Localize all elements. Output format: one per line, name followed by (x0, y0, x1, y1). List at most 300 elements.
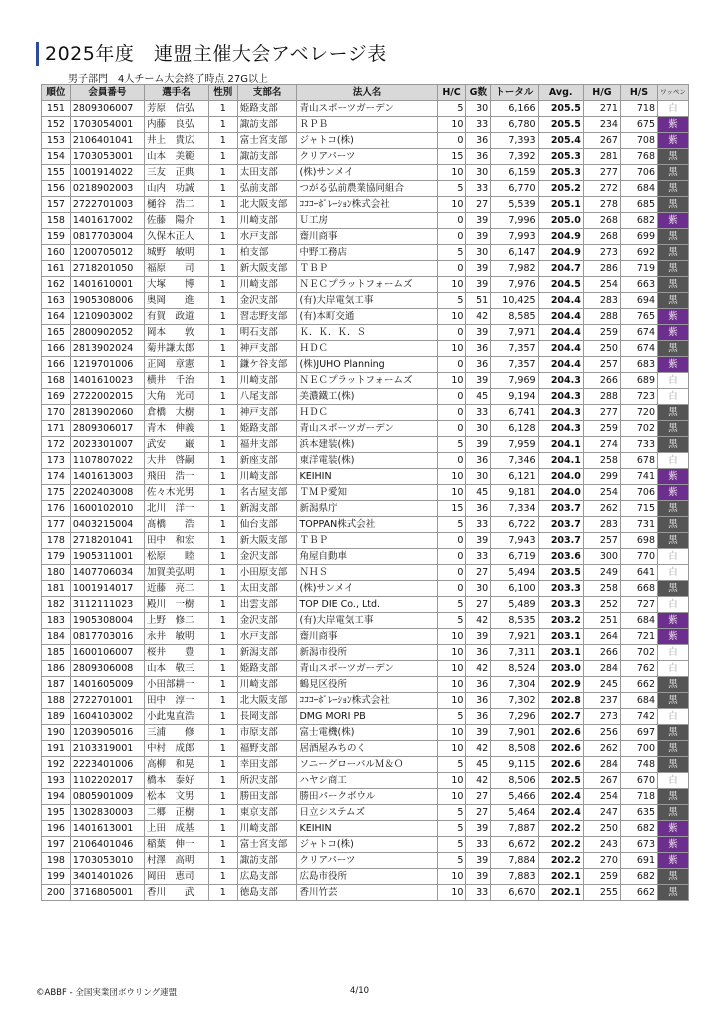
cell-member-no: 1401613001 (70, 821, 144, 837)
cell-games: 36 (466, 133, 491, 149)
cell-gender: 1 (208, 373, 237, 389)
col-header-hg: H/G (583, 85, 620, 101)
cell-branch: 姫路支部 (237, 101, 297, 117)
cell-games: 30 (466, 469, 491, 485)
col-header-rank: 順位 (42, 85, 71, 101)
cell-games: 33 (466, 181, 491, 197)
cell-games: 30 (466, 421, 491, 437)
cell-rank: 189 (42, 709, 71, 725)
cell-member-no: 0817703016 (70, 629, 144, 645)
cell-player-name: 桜井 豊 (145, 645, 209, 661)
cell-player-name: 岡田 恵司 (145, 869, 209, 885)
cell-high-series: 720 (620, 405, 657, 421)
cell-rank: 177 (42, 517, 71, 533)
col-header-member-no: 会員番号 (70, 85, 144, 101)
cell-total: 7,302 (491, 693, 538, 709)
cell-avg: 204.9 (538, 229, 583, 245)
cell-gender: 1 (208, 469, 237, 485)
cell-games: 39 (466, 229, 491, 245)
cell-total: 7,901 (491, 725, 538, 741)
cell-avg: 205.2 (538, 181, 583, 197)
cell-avg: 204.4 (538, 309, 583, 325)
cell-player-name: 城野 敏明 (145, 245, 209, 261)
cell-branch: 市原支部 (237, 725, 297, 741)
table-row (42, 421, 689, 437)
cell-branch: 八尾支部 (237, 389, 297, 405)
cell-high-game: 270 (583, 853, 620, 869)
cell-patch-badge: 白 (658, 373, 689, 389)
cell-member-no: 0403215004 (70, 517, 144, 533)
cell-hc: 5 (437, 181, 466, 197)
cell-player-name: 山内 功誠 (145, 181, 209, 197)
cell-player-name: 内藤 良弘 (145, 117, 209, 133)
cell-high-series: 663 (620, 277, 657, 293)
cell-high-series: 718 (620, 789, 657, 805)
cell-high-game: 283 (583, 293, 620, 309)
cell-games: 39 (466, 261, 491, 277)
cell-avg: 204.1 (538, 453, 583, 469)
cell-member-no: 1407706034 (70, 565, 144, 581)
cell-player-name: 芳原 信弘 (145, 101, 209, 117)
cell-high-game: 245 (583, 677, 620, 693)
cell-rank: 160 (42, 245, 71, 261)
cell-rank: 156 (42, 181, 71, 197)
cell-high-series: 702 (620, 421, 657, 437)
table-row (42, 613, 689, 629)
cell-hc: 0 (437, 213, 466, 229)
cell-rank: 199 (42, 869, 71, 885)
cell-high-game: 258 (583, 453, 620, 469)
cell-member-no: 2809306008 (70, 661, 144, 677)
cell-member-no: 1905311001 (70, 549, 144, 565)
cell-avg: 202.2 (538, 837, 583, 853)
cell-member-no: 1600102010 (70, 501, 144, 517)
cell-avg: 202.2 (538, 821, 583, 837)
cell-patch-badge: 紫 (658, 213, 689, 229)
cell-rank: 164 (42, 309, 71, 325)
cell-high-series: 635 (620, 805, 657, 821)
cell-high-game: 254 (583, 485, 620, 501)
cell-avg: 205.3 (538, 165, 583, 181)
page-title: 2025年度 連盟主催大会アベレージ表 (45, 43, 387, 65)
cell-total: 6,741 (491, 405, 538, 421)
cell-hc: 15 (437, 149, 466, 165)
table-row (42, 773, 689, 789)
cell-company: KEIHIN (297, 469, 437, 485)
cell-gender: 1 (208, 453, 237, 469)
table-row (42, 661, 689, 677)
cell-member-no: 1604103002 (70, 709, 144, 725)
cell-gender: 1 (208, 741, 237, 757)
cell-branch: 福野支部 (237, 741, 297, 757)
cell-branch: 幸田支部 (237, 757, 297, 773)
cell-member-no: 1219701006 (70, 357, 144, 373)
cell-avg: 204.4 (538, 325, 583, 341)
cell-player-name: 中村 成郎 (145, 741, 209, 757)
cell-branch: 新大阪支部 (237, 261, 297, 277)
cell-total: 7,392 (491, 149, 538, 165)
cell-games: 33 (466, 517, 491, 533)
cell-member-no: 1401610023 (70, 373, 144, 389)
cell-rank: 181 (42, 581, 71, 597)
cell-player-name: 三友 正典 (145, 165, 209, 181)
cell-total: 7,311 (491, 645, 538, 661)
cell-patch-badge: 黒 (658, 405, 689, 421)
cell-total: 7,304 (491, 677, 538, 693)
table-row (42, 677, 689, 693)
cell-high-series: 684 (620, 181, 657, 197)
cell-branch: 神戸支部 (237, 405, 297, 421)
cell-branch: 太田支部 (237, 581, 297, 597)
cell-avg: 205.3 (538, 149, 583, 165)
cell-games: 36 (466, 645, 491, 661)
cell-high-series: 662 (620, 885, 657, 901)
cell-total: 7,996 (491, 213, 538, 229)
table-row (42, 549, 689, 565)
cell-player-name: 佐々木光男 (145, 485, 209, 501)
col-header-patch: ワッペン (658, 85, 689, 101)
cell-games: 39 (466, 869, 491, 885)
cell-high-series: 674 (620, 325, 657, 341)
cell-gender: 1 (208, 389, 237, 405)
cell-patch-badge: 黒 (658, 533, 689, 549)
cell-total: 7,976 (491, 277, 538, 293)
cell-player-name: 大角 光司 (145, 389, 209, 405)
cell-high-game: 273 (583, 709, 620, 725)
cell-gender: 1 (208, 437, 237, 453)
cell-player-name: 岡本 敦 (145, 325, 209, 341)
cell-patch-badge: 紫 (658, 117, 689, 133)
col-header-avg: Avg. (538, 85, 583, 101)
cell-games: 36 (466, 693, 491, 709)
cell-company: ｺｺｺｰﾎﾟﾚｰｼｮﾝ株式会社 (297, 693, 437, 709)
cell-total: 7,969 (491, 373, 538, 389)
cell-gender: 1 (208, 837, 237, 853)
cell-rank: 194 (42, 789, 71, 805)
cell-member-no: 0218902003 (70, 181, 144, 197)
cell-high-series: 700 (620, 741, 657, 757)
cell-rank: 192 (42, 757, 71, 773)
cell-gender: 1 (208, 421, 237, 437)
cell-total: 10,425 (491, 293, 538, 309)
cell-total: 7,887 (491, 821, 538, 837)
cell-member-no: 2718201050 (70, 261, 144, 277)
cell-total: 6,670 (491, 885, 538, 901)
cell-branch: 川崎支部 (237, 213, 297, 229)
table-row (42, 853, 689, 869)
cell-high-game: 267 (583, 133, 620, 149)
table-row (42, 133, 689, 149)
cell-hc: 10 (437, 661, 466, 677)
cell-member-no: 2809306007 (70, 101, 144, 117)
cell-hc: 0 (437, 533, 466, 549)
cell-avg: 202.9 (538, 677, 583, 693)
cell-member-no: 3112111023 (70, 597, 144, 613)
col-header-branch: 支部名 (237, 85, 297, 101)
table-row (42, 181, 689, 197)
cell-company: 青山スポーツガーデン (297, 421, 437, 437)
cell-branch: 新大阪支部 (237, 533, 297, 549)
cell-company: 浜本建装(株) (297, 437, 437, 453)
cell-avg: 204.5 (538, 277, 583, 293)
cell-member-no: 1401605009 (70, 677, 144, 693)
cell-rank: 170 (42, 405, 71, 421)
cell-high-series: 715 (620, 501, 657, 517)
cell-games: 39 (466, 277, 491, 293)
cell-total: 6,147 (491, 245, 538, 261)
cell-hc: 0 (437, 357, 466, 373)
cell-player-name: 有賀 政道 (145, 309, 209, 325)
cell-patch-badge: 紫 (658, 469, 689, 485)
table-row (42, 485, 689, 501)
cell-player-name: 小田部耕一 (145, 677, 209, 693)
table-row (42, 293, 689, 309)
cell-high-series: 697 (620, 725, 657, 741)
cell-gender: 1 (208, 133, 237, 149)
cell-games: 42 (466, 661, 491, 677)
cell-gender: 1 (208, 181, 237, 197)
cell-high-game: 259 (583, 869, 620, 885)
cell-patch-badge: 黒 (658, 341, 689, 357)
cell-rank: 153 (42, 133, 71, 149)
cell-total: 7,393 (491, 133, 538, 149)
cell-gender: 1 (208, 645, 237, 661)
cell-company: (株)JUHO Planning (297, 357, 437, 373)
cell-high-game: 255 (583, 885, 620, 901)
cell-player-name: 井上 貴広 (145, 133, 209, 149)
cell-total: 6,770 (491, 181, 538, 197)
cell-high-game: 273 (583, 245, 620, 261)
cell-high-game: 268 (583, 229, 620, 245)
cell-high-game: 284 (583, 757, 620, 773)
cell-avg: 202.1 (538, 869, 583, 885)
col-header-company: 法人名 (297, 85, 437, 101)
cell-branch: 金沢支部 (237, 549, 297, 565)
cell-branch: 柏支部 (237, 245, 297, 261)
cell-hc: 5 (437, 597, 466, 613)
cell-branch: 弘前支部 (237, 181, 297, 197)
cell-high-series: 698 (620, 533, 657, 549)
cell-player-name: 山本 美範 (145, 149, 209, 165)
cell-gender: 1 (208, 565, 237, 581)
cell-high-series: 731 (620, 517, 657, 533)
cell-branch: 習志野支部 (237, 309, 297, 325)
cell-rank: 169 (42, 389, 71, 405)
cell-total: 6,128 (491, 421, 538, 437)
cell-company: 勝田パークボウル (297, 789, 437, 805)
cell-company: Ｋ．Ｋ．Ｋ．Ｓ (297, 325, 437, 341)
cell-rank: 183 (42, 613, 71, 629)
cell-high-game: 250 (583, 821, 620, 837)
cell-games: 45 (466, 757, 491, 773)
cell-total: 7,943 (491, 533, 538, 549)
cell-member-no: 1102202017 (70, 773, 144, 789)
cell-high-series: 670 (620, 773, 657, 789)
cell-company: KEIHIN (297, 821, 437, 837)
cell-hc: 5 (437, 805, 466, 821)
cell-branch: 川崎支部 (237, 373, 297, 389)
cell-hc: 0 (437, 421, 466, 437)
cell-high-series: 673 (620, 837, 657, 853)
cell-high-game: 271 (583, 101, 620, 117)
cell-patch-badge: 白 (658, 597, 689, 613)
cell-hc: 0 (437, 565, 466, 581)
cell-avg: 204.3 (538, 405, 583, 421)
cell-member-no: 1905308004 (70, 613, 144, 629)
cell-player-name: 田中 淳一 (145, 693, 209, 709)
cell-total: 7,993 (491, 229, 538, 245)
cell-branch: 長岡支部 (237, 709, 297, 725)
footer-page-number: 4/10 (350, 986, 370, 996)
cell-player-name: 二郷 正樹 (145, 805, 209, 821)
cell-company: TOP DIE Co., Ltd. (297, 597, 437, 613)
cell-rank: 193 (42, 773, 71, 789)
cell-hc: 10 (437, 789, 466, 805)
cell-hc: 10 (437, 645, 466, 661)
cell-company: 美濃鐵工(株) (297, 389, 437, 405)
cell-branch: 名古屋支部 (237, 485, 297, 501)
cell-games: 39 (466, 213, 491, 229)
cell-gender: 1 (208, 885, 237, 901)
cell-hc: 15 (437, 501, 466, 517)
cell-hc: 5 (437, 757, 466, 773)
cell-total: 7,357 (491, 357, 538, 373)
cell-gender: 1 (208, 293, 237, 309)
cell-gender: 1 (208, 341, 237, 357)
cell-member-no: 2813902060 (70, 405, 144, 421)
cell-member-no: 2718201041 (70, 533, 144, 549)
table-row (42, 325, 689, 341)
cell-games: 42 (466, 773, 491, 789)
cell-branch: 出雲支部 (237, 597, 297, 613)
cell-player-name: 殿川 一樹 (145, 597, 209, 613)
cell-member-no: 1401613003 (70, 469, 144, 485)
cell-gender: 1 (208, 549, 237, 565)
cell-gender: 1 (208, 101, 237, 117)
cell-games: 30 (466, 101, 491, 117)
cell-gender: 1 (208, 869, 237, 885)
cell-player-name: 稲葉 伸一 (145, 837, 209, 853)
cell-games: 45 (466, 485, 491, 501)
cell-avg: 204.9 (538, 245, 583, 261)
cell-member-no: 2103319001 (70, 741, 144, 757)
cell-high-series: 723 (620, 389, 657, 405)
cell-player-name: 横井 千治 (145, 373, 209, 389)
cell-avg: 202.6 (538, 725, 583, 741)
cell-member-no: 3401401026 (70, 869, 144, 885)
cell-member-no: 2202403008 (70, 485, 144, 501)
cell-rank: 176 (42, 501, 71, 517)
cell-company: クリアパーツ (297, 149, 437, 165)
cell-avg: 204.4 (538, 293, 583, 309)
cell-avg: 205.5 (538, 101, 583, 117)
cell-high-series: 699 (620, 229, 657, 245)
cell-games: 36 (466, 501, 491, 517)
cell-games: 51 (466, 293, 491, 309)
cell-high-game: 234 (583, 117, 620, 133)
cell-hc: 0 (437, 405, 466, 421)
cell-games: 36 (466, 453, 491, 469)
cell-avg: 204.0 (538, 469, 583, 485)
cell-gender: 1 (208, 261, 237, 277)
cell-member-no: 1401610001 (70, 277, 144, 293)
cell-total: 9,181 (491, 485, 538, 501)
cell-gender: 1 (208, 309, 237, 325)
table-row (42, 373, 689, 389)
cell-total: 8,585 (491, 309, 538, 325)
cell-high-series: 685 (620, 197, 657, 213)
cell-avg: 202.8 (538, 693, 583, 709)
table-row (42, 165, 689, 181)
cell-company: ＮＥＣプラットフォームズ (297, 277, 437, 293)
table-row (42, 805, 689, 821)
cell-avg: 204.0 (538, 485, 583, 501)
cell-rank: 155 (42, 165, 71, 181)
cell-gender: 1 (208, 629, 237, 645)
cell-player-name: 上野 修二 (145, 613, 209, 629)
cell-high-game: 300 (583, 549, 620, 565)
cell-member-no: 1107807022 (70, 453, 144, 469)
cell-avg: 202.5 (538, 773, 583, 789)
cell-gender: 1 (208, 117, 237, 133)
cell-member-no: 2722002015 (70, 389, 144, 405)
cell-member-no: 2023301007 (70, 437, 144, 453)
cell-branch: 広島支部 (237, 869, 297, 885)
cell-high-series: 770 (620, 549, 657, 565)
table-row (42, 101, 689, 117)
cell-gender: 1 (208, 597, 237, 613)
cell-total: 5,466 (491, 789, 538, 805)
cell-avg: 204.3 (538, 373, 583, 389)
cell-gender: 1 (208, 709, 237, 725)
cell-gender: 1 (208, 197, 237, 213)
cell-gender: 1 (208, 581, 237, 597)
cell-patch-badge: 黒 (658, 501, 689, 517)
cell-avg: 205.4 (538, 133, 583, 149)
cell-patch-badge: 紫 (658, 133, 689, 149)
cell-total: 6,780 (491, 117, 538, 133)
cell-company: ＴＭＰ愛知 (297, 485, 437, 501)
table-row (42, 869, 689, 885)
cell-patch-badge: 紫 (658, 613, 689, 629)
cell-player-name: 倉橋 大樹 (145, 405, 209, 421)
cell-games: 42 (466, 613, 491, 629)
cell-avg: 202.1 (538, 885, 583, 901)
table-row (42, 277, 689, 293)
cell-member-no: 1203905016 (70, 725, 144, 741)
cell-high-series: 706 (620, 485, 657, 501)
table-row (42, 453, 689, 469)
cell-high-series: 668 (620, 581, 657, 597)
col-header-total: トータル (491, 85, 538, 101)
cell-branch: 姫路支部 (237, 421, 297, 437)
cell-patch-badge: 黒 (658, 741, 689, 757)
cell-branch: 勝田支部 (237, 789, 297, 805)
cell-company: ｺｺｺｰﾎﾟﾚｰｼｮﾝ株式会社 (297, 197, 437, 213)
cell-hc: 0 (437, 453, 466, 469)
cell-games: 33 (466, 117, 491, 133)
cell-player-name: 大塚 博 (145, 277, 209, 293)
cell-company: DMG MORI PB (297, 709, 437, 725)
cell-company: つがる弘前農業協同組合 (297, 181, 437, 197)
cell-company: ソニーグローバルＭ＆Ｏ (297, 757, 437, 773)
table-row (42, 821, 689, 837)
cell-games: 39 (466, 853, 491, 869)
cell-patch-badge: 黒 (658, 229, 689, 245)
cell-rank: 180 (42, 565, 71, 581)
cell-hc: 10 (437, 885, 466, 901)
cell-rank: 154 (42, 149, 71, 165)
